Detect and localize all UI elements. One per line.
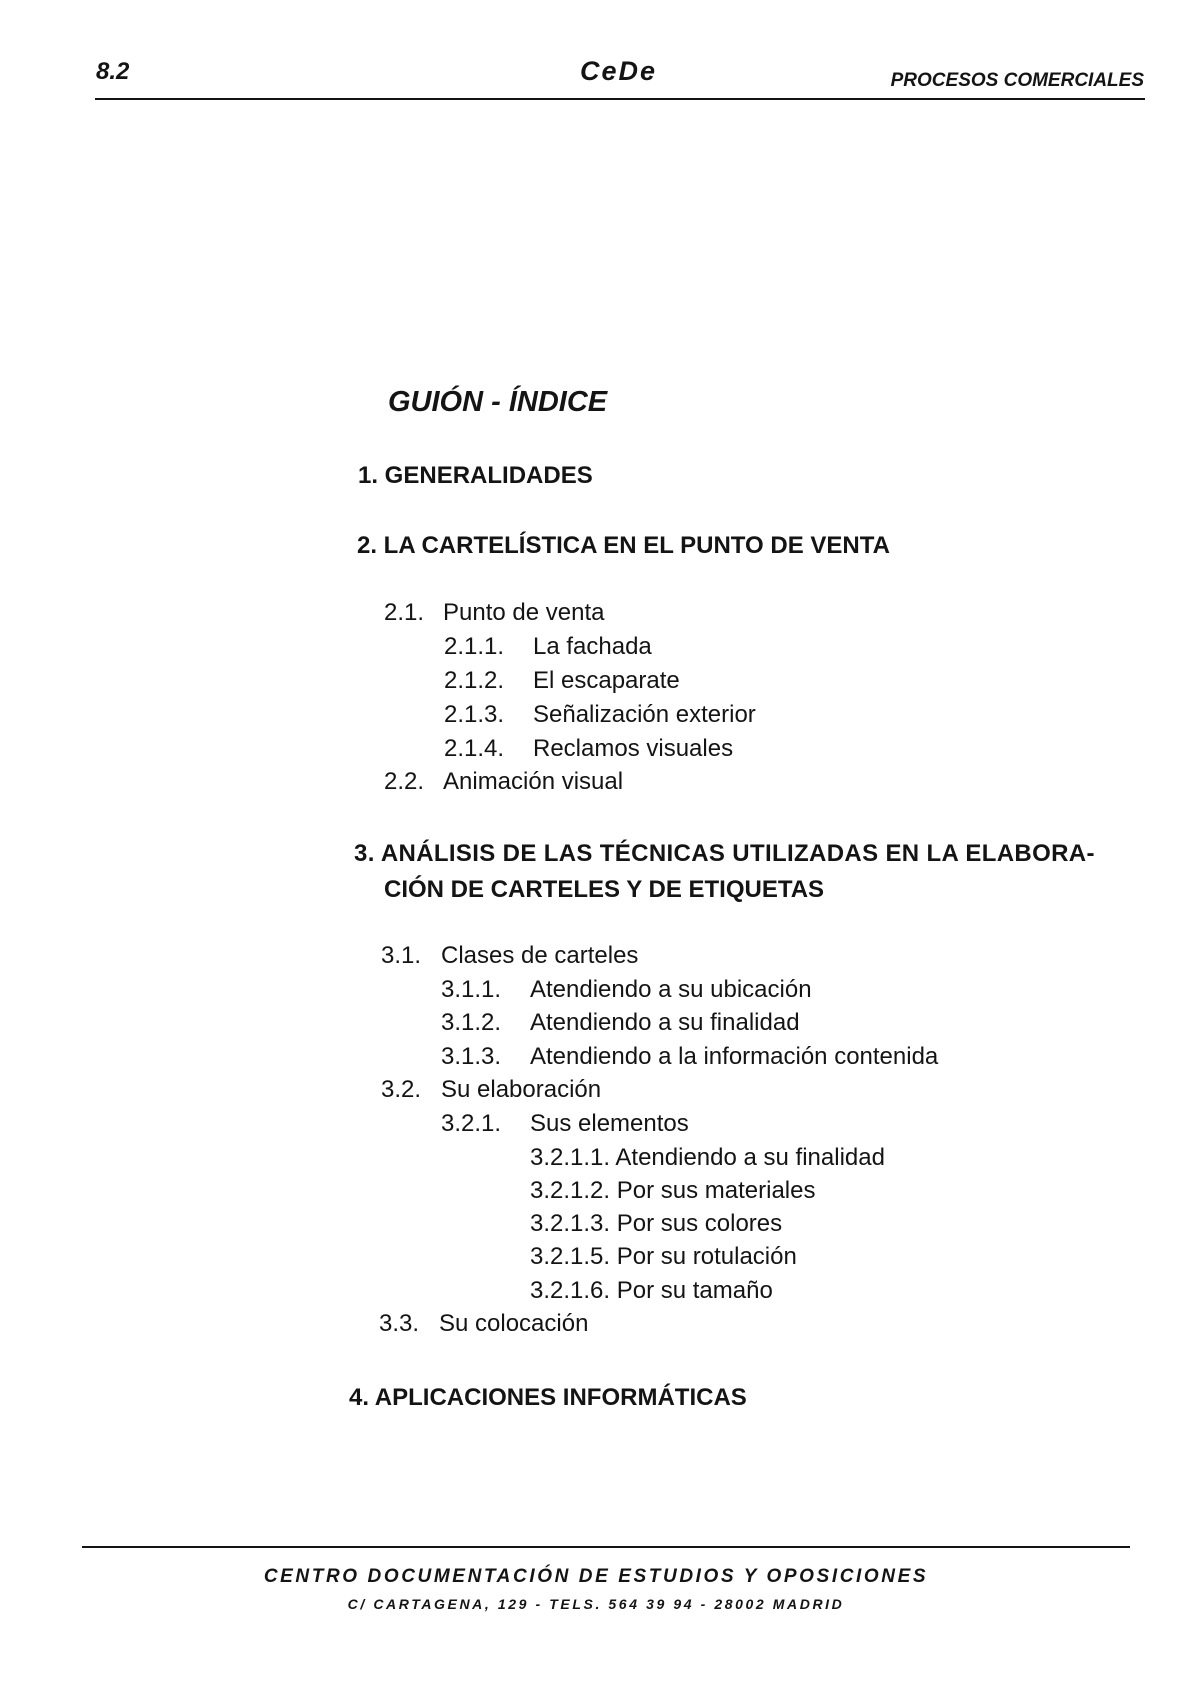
entry-number: 2.1. xyxy=(384,599,425,626)
entry-label: Atendiendo a su finalidad xyxy=(530,1009,800,1036)
entry-label: Punto de venta xyxy=(443,599,605,626)
index-entry: 3.2.1.6. Por su tamaño xyxy=(530,1277,773,1304)
index-entry: 3.2.1.3. Por sus colores xyxy=(530,1210,783,1237)
header-rule xyxy=(95,98,1145,100)
entry-number: 2.1.2. xyxy=(444,667,505,694)
section-heading-3: 3. ANÁLISIS DE LAS TÉCNICAS UTILIZADAS EN LA ELABORA- xyxy=(354,840,1095,867)
footer-rule xyxy=(82,1546,1130,1548)
entry-label: Animación visual xyxy=(443,768,624,795)
entry-label: Clases de carteles xyxy=(441,942,639,969)
entry-number: 3.3. xyxy=(379,1310,420,1337)
footer-organization: CENTRO DOCUMENTACIÓN DE ESTUDIOS Y OPOSICIONES xyxy=(263,1566,929,1587)
entry-number: 3.1.2. xyxy=(441,1009,502,1036)
section-heading-4: 4. APLICACIONES INFORMÁTICAS xyxy=(349,1384,747,1411)
entry-label: Su elaboración xyxy=(441,1076,602,1103)
index-entry: 3.2.1.5. Por su rotulación xyxy=(530,1243,797,1270)
entry-label: El escaparate xyxy=(533,667,680,694)
entry-number: 2.2. xyxy=(384,768,425,795)
entry-number: 2.1.4. xyxy=(444,735,505,762)
entry-number: 3.2. xyxy=(381,1076,422,1103)
section-title: PROCESOS COMERCIALES xyxy=(890,70,1144,91)
section-heading-2: 2. LA CARTELÍSTICA EN EL PUNTO DE VENTA xyxy=(357,532,890,559)
page-number: 8.2 xyxy=(96,58,130,85)
entry-label: La fachada xyxy=(533,633,652,660)
section-heading-3-continuation: CIÓN DE CARTELES Y DE ETIQUETAS xyxy=(384,876,825,903)
entry-label: Reclamos visuales xyxy=(533,735,734,762)
section-heading-1: 1. GENERALIDADES xyxy=(358,462,593,489)
entry-label: Atendiendo a la información contenida xyxy=(530,1043,939,1070)
entry-number: 3.2.1. xyxy=(441,1110,502,1137)
entry-number: 3.1.3. xyxy=(441,1043,502,1070)
entry-label: Señalización exterior xyxy=(533,701,756,728)
footer-address: C/ CARTAGENA, 129 - TELS. 564 39 94 - 28002 MADRID xyxy=(347,1596,845,1612)
entry-label: Sus elementos xyxy=(530,1110,689,1137)
index-title: GUIÓN - ÍNDICE xyxy=(388,386,608,418)
index-entry: 3.2.1.1. Atendiendo a su finalidad xyxy=(530,1144,885,1171)
index-entry: 3.2.1.2. Por sus materiales xyxy=(530,1177,816,1204)
entry-label: Su colocación xyxy=(439,1310,589,1337)
entry-number: 3.1. xyxy=(381,942,422,969)
entry-label: Atendiendo a su ubicación xyxy=(530,976,812,1003)
entry-number: 2.1.3. xyxy=(444,701,505,728)
publisher-logo: CeDe xyxy=(580,56,658,86)
entry-number: 3.1.1. xyxy=(441,976,502,1003)
entry-number: 2.1.1. xyxy=(444,633,505,660)
